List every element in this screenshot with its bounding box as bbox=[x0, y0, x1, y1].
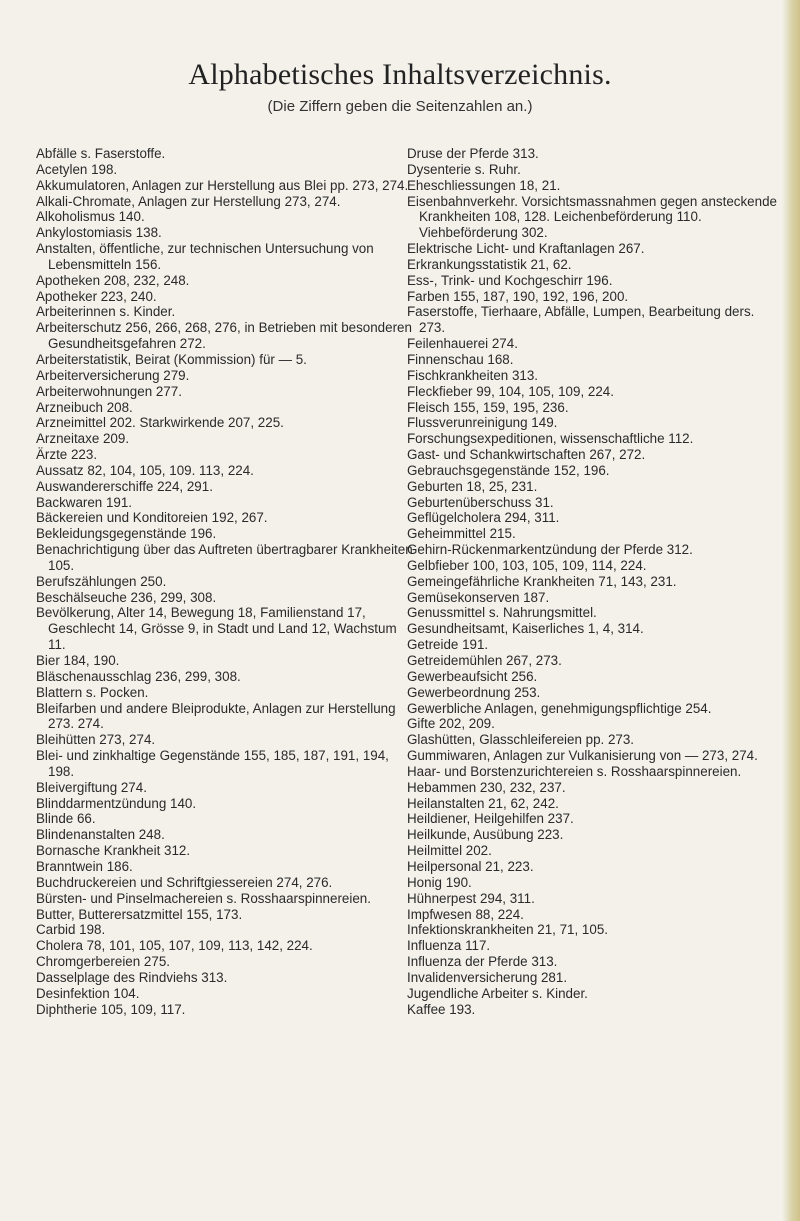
index-entry: Arbeiterinnen s. Kinder. bbox=[36, 304, 176, 320]
index-entry: Honig 190. bbox=[407, 874, 472, 890]
index-entry: Eisenbahnverkehr. Vorsichtsmassnahmen gegen ansteckende Krankheiten 108, 128. Leichenbeförderung 110. Viehbeförderung 302. bbox=[407, 193, 777, 241]
index-column-left bbox=[36, 146, 414, 1017]
index-entry: Desinfektion 104. bbox=[36, 985, 140, 1001]
index-entry: Heilkunde, Ausübung 223. bbox=[407, 827, 564, 843]
index-entry: Carbid 198. bbox=[36, 922, 106, 938]
page-title: Alphabetisches Inhaltsverzeichnis. bbox=[188, 58, 612, 91]
index-entry: Cholera 78, 101, 105, 107, 109, 113, 142, 224. bbox=[36, 938, 313, 954]
index-entry: Forschungsexpeditionen, wissenschaftliche 112. bbox=[407, 431, 694, 447]
index-entry: Heilmittel 202. bbox=[407, 843, 492, 859]
index-entry: Gesundheitsamt, Kaiserliches 1, 4, 314. bbox=[407, 621, 644, 637]
index-entry: Gebrauchsgegenstände 152, 196. bbox=[407, 462, 610, 478]
index-entry: Bekleidungsgegenstände 196. bbox=[36, 526, 217, 542]
index-entry: Berufszählungen 250. bbox=[36, 573, 167, 589]
index-entry: Bläschenausschlag 236, 299, 308. bbox=[36, 668, 241, 684]
index-entry: Anstalten, öffentliche, zur technischen Untersuchung von Lebensmitteln 156. bbox=[36, 241, 374, 272]
index-entry: Buchdruckereien und Schriftgiessereien 274, 276. bbox=[36, 874, 333, 890]
index-entry: Gast- und Schankwirtschaften 267, 272. bbox=[407, 447, 646, 463]
index-entry: Finnenschau 168. bbox=[407, 351, 514, 367]
index-entry: Getreidemühlen 267, 273. bbox=[407, 653, 562, 668]
index-entry: Farben 155, 187, 190, 192, 196, 200. bbox=[407, 288, 629, 304]
page-edge bbox=[782, 0, 800, 1221]
index-entry: Influenza 117. bbox=[407, 938, 491, 954]
page-subtitle: (Die Ziffern geben die Seitenzahlen an.) bbox=[267, 98, 533, 115]
index-entry: Ankylostomiasis 138. bbox=[36, 225, 162, 241]
index-entry: Alkoholismus 140. bbox=[36, 209, 145, 225]
index-entry: Aussatz 82, 104, 105, 109. 113, 224. bbox=[36, 462, 254, 478]
index-entry: Heilanstalten 21, 62, 242. bbox=[407, 795, 559, 811]
index-entry: Bevölkerung, Alter 14, Bewegung 18, Familienstand 17, Geschlecht 14, Grösse 9, in Stadt und Land 12, Wachstum 11. bbox=[36, 605, 397, 653]
index-entry: Gummiwaren, Anlagen zur Vulkanisierung von — 273, 274. bbox=[407, 748, 758, 764]
index-entry: Feilenhauerei 274. bbox=[407, 336, 518, 352]
index-entry: Arzneitaxe 209. bbox=[36, 431, 130, 447]
index-entry: Acetylen 198. bbox=[36, 161, 118, 177]
index-entry: Jugendliche Arbeiter s. Kinder. bbox=[407, 985, 588, 1001]
index-column-right bbox=[407, 146, 779, 1017]
index-entry: Bornasche Krankheit 312. bbox=[36, 843, 191, 859]
index-entry: Influenza der Pferde 313. bbox=[407, 954, 558, 970]
index-entry: Gemeingefährliche Krankheiten 71, 143, 231. bbox=[407, 573, 677, 589]
index-entry: Gifte 202, 209. bbox=[407, 716, 495, 732]
index-entry: Akkumulatoren, Anlagen zur Herstellung aus Blei pp. 273, 274. bbox=[36, 177, 409, 193]
index-entry: Invalidenversicherung 281. bbox=[407, 969, 568, 985]
index-entry: Gehirn-Rückenmarkentzündung der Pferde 312. bbox=[407, 542, 693, 558]
index-entry: Bleihütten 273, 274. bbox=[36, 732, 156, 748]
index-entry: Geburten 18, 25, 231. bbox=[407, 478, 538, 494]
index-entry: Faserstoffe, Tierhaare, Abfälle, Lumpen, Bearbeitung ders. 273. bbox=[407, 304, 755, 336]
index-entry: Apotheken 208, 232, 248. bbox=[36, 272, 190, 288]
index-entry: Gemüsekonserven 187. bbox=[407, 589, 550, 605]
index-entry: Auswandererschiffe 224, 291. bbox=[36, 478, 213, 494]
index-entry: Ärzte 223. bbox=[36, 447, 98, 463]
index-entry: Alkali-Chromate, Anlagen zur Herstellung 273, 274. bbox=[36, 193, 341, 209]
index-entry: Blinde 66. bbox=[36, 811, 96, 827]
index-entry: Elektrische Licht- und Kraftanlagen 267. bbox=[407, 241, 645, 257]
index-entry: Arbeiterschutz 256, 266, 268, 276, in Betrieben mit besonderen Gesundheitsgefahren 272. bbox=[36, 320, 412, 352]
index-entry: Blattern s. Pocken. bbox=[36, 684, 149, 700]
index-entry: Bürsten- und Pinselmachereien s. Rosshaarspinnereien. bbox=[36, 890, 371, 906]
index-entry: Chromgerbereien 275. bbox=[36, 954, 170, 970]
index-entry: Bleifarben und andere Bleiprodukte, Anlagen zur Herstellung 273. 274. bbox=[36, 700, 396, 732]
index-entry: Backwaren 191. bbox=[36, 494, 133, 510]
index-entry: Geflügelcholera 294, 311. bbox=[407, 510, 560, 526]
index-entry: Infektionskrankheiten 21, 71, 105. bbox=[407, 922, 608, 938]
index-entry: Genussmittel s. Nahrungsmittel. bbox=[407, 605, 597, 621]
index-entry: Diphtherie 105, 109, 117. bbox=[36, 1001, 186, 1017]
index-entry: Ess-, Trink- und Kochgeschirr 196. bbox=[407, 272, 613, 288]
index-entry: Heilpersonal 21, 223. bbox=[407, 858, 534, 874]
index-entry: Fleisch 155, 159, 195, 236. bbox=[407, 399, 569, 415]
index-entry: Blinddarmentzündung 140. bbox=[36, 795, 197, 811]
index-entry: Druse der Pferde 313. bbox=[407, 146, 539, 161]
index-entry: Erkrankungsstatistik 21, 62. bbox=[407, 256, 572, 272]
index-entry: Impfwesen 88, 224. bbox=[407, 906, 524, 922]
index-entry: Glashütten, Glasschleifereien pp. 273. bbox=[407, 732, 635, 748]
index-entry: Fleckfieber 99, 104, 105, 109, 224. bbox=[407, 383, 614, 399]
index-entry: Geburtenüberschuss 31. bbox=[407, 494, 554, 510]
index-entry: Haar- und Borstenzurichtereien s. Rosshaarspinnereien. bbox=[407, 763, 742, 779]
index-entry: Apotheker 223, 240. bbox=[36, 288, 157, 304]
index-entry: Gelbfieber 100, 103, 105, 109, 114, 224. bbox=[407, 557, 647, 573]
index-entry: Geheimmittel 215. bbox=[407, 526, 516, 542]
index-entry: Arbeiterwohnungen 277. bbox=[36, 383, 182, 399]
index-entry: Beschälseuche 236, 299, 308. bbox=[36, 589, 217, 605]
index-entry: Blei- und zinkhaltige Gegenstände 155, 185, 187, 191, 194, 198. bbox=[36, 748, 389, 779]
index-entry: Flussverunreinigung 149. bbox=[407, 415, 558, 431]
index-entry: Bleivergiftung 274. bbox=[36, 779, 147, 795]
index-entry: Getreide 191. bbox=[407, 637, 489, 653]
index-entry: Hebammen 230, 232, 237. bbox=[407, 779, 566, 795]
index-entry: Blindenanstalten 248. bbox=[36, 827, 165, 843]
index-entry: Arbeiterversicherung 279. bbox=[36, 367, 190, 383]
index-entry: Dysenterie s. Ruhr. bbox=[407, 161, 521, 177]
index-entry: Benachrichtigung über das Auftreten übertragbarer Krankheiten 105. bbox=[36, 542, 413, 573]
index-entry: Heildiener, Heilgehilfen 237. bbox=[407, 811, 574, 827]
index-entry: Gewerbliche Anlagen, genehmigungspflichtige 254. bbox=[407, 700, 712, 716]
index-entry: Arbeiterstatistik, Beirat (Kommission) für — 5. bbox=[36, 351, 307, 367]
index-entry: Arzneimittel 202. Starkwirkende 207, 225. bbox=[36, 415, 284, 431]
index-entry: Butter, Butterersatzmittel 155, 173. bbox=[36, 906, 243, 922]
index-entry: Hühnerpest 294, 311. bbox=[407, 890, 535, 906]
index-entry: Arzneibuch 208. bbox=[36, 399, 133, 415]
index-entry: Bier 184, 190. bbox=[36, 653, 120, 668]
index-entry: Fischkrankheiten 313. bbox=[407, 367, 539, 383]
index-entry: Branntwein 186. bbox=[36, 858, 133, 874]
index-entry: Dasselplage des Rindviehs 313. bbox=[36, 969, 228, 985]
index-entry: Gewerbeaufsicht 256. bbox=[407, 668, 538, 684]
index-entry: Eheschliessungen 18, 21. bbox=[407, 177, 561, 193]
index-entry: Abfälle s. Faserstoffe. bbox=[36, 146, 166, 161]
index-entry: Gewerbeordnung 253. bbox=[407, 684, 541, 700]
index-entry: Bäckereien und Konditoreien 192, 267. bbox=[36, 510, 268, 526]
index-entry: Kaffee 193. bbox=[407, 1001, 476, 1017]
